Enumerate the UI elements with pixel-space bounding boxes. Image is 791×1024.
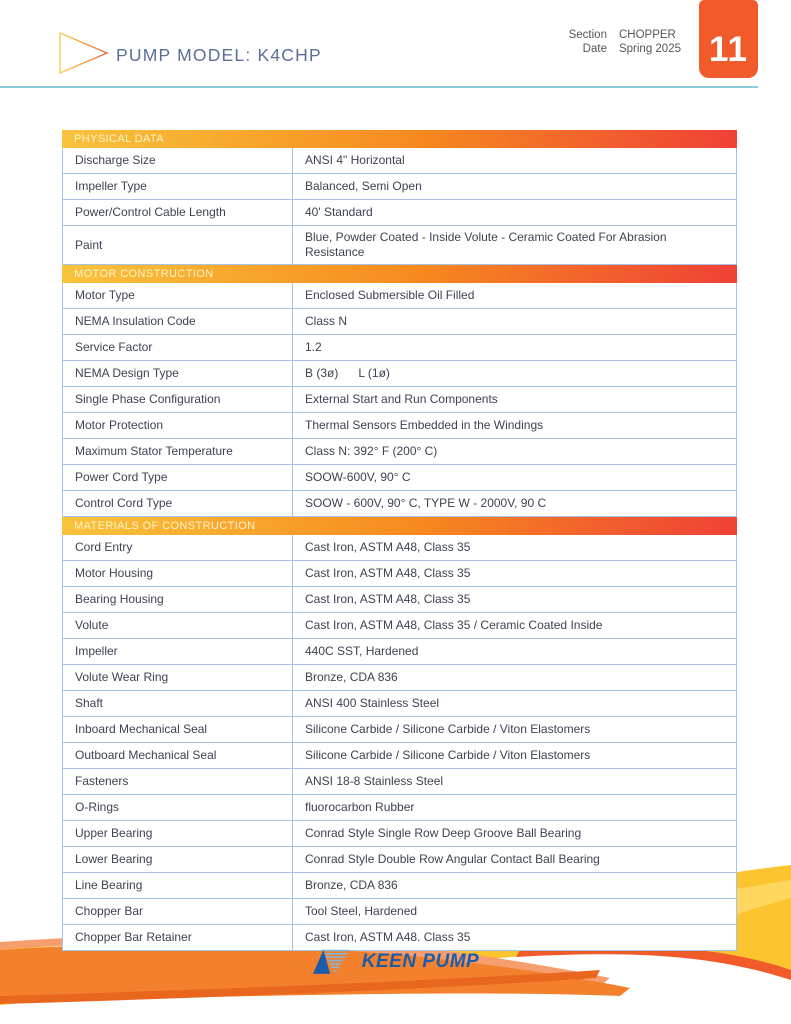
row-label: Paint: [63, 226, 293, 264]
table-row: [62, 439, 737, 465]
keen-pump-logo-icon: [312, 948, 354, 975]
spec-table: [62, 130, 737, 951]
row-value: Conrad Style Double Row Angular Contact Ball Bearing: [305, 852, 600, 866]
row-label: O-Rings: [63, 795, 293, 820]
row-label: Maximum Stator Temperature: [63, 439, 293, 464]
row-value: Blue, Powder Coated - Inside Volute - Ceramic Coated For Abrasion Resistance: [305, 230, 667, 259]
table-row: [62, 717, 737, 743]
row-value: Cast Iron, ASTM A48, Class 35 / Ceramic Coated Inside: [305, 618, 603, 632]
table-row: [62, 335, 737, 361]
row-label: Lower Bearing: [63, 847, 293, 872]
row-label: Chopper Bar Retainer: [63, 925, 293, 950]
row-value: SOOW-600V, 90° C: [305, 470, 411, 484]
table-row: [62, 899, 737, 925]
row-label: Shaft: [63, 691, 293, 716]
row-label: Motor Protection: [63, 413, 293, 438]
row-value: Bronze, CDA 836: [305, 670, 398, 684]
row-label: Volute: [63, 613, 293, 638]
row-value: Cast Iron, ASTM A48, Class 35: [305, 592, 471, 606]
row-value: B (3ø) L (1ø): [305, 366, 390, 380]
row-value: 440C SST, Hardened: [305, 644, 419, 658]
table-row: [62, 795, 737, 821]
row-label: Chopper Bar: [63, 899, 293, 924]
section-header: MATERIALS OF CONSTRUCTION: [62, 517, 737, 535]
row-label: Impeller Type: [63, 174, 293, 199]
table-row: [62, 873, 737, 899]
date-label: Date: [582, 43, 607, 55]
row-label: Outboard Mechanical Seal: [63, 743, 293, 768]
table-row: [62, 535, 737, 561]
row-value: Class N: [305, 314, 348, 328]
row-label: Line Bearing: [63, 873, 293, 898]
section-label: Section: [568, 29, 607, 41]
row-label: Upper Bearing: [63, 821, 293, 846]
table-row: [62, 743, 737, 769]
row-label: Inboard Mechanical Seal: [63, 717, 293, 742]
row-label: Motor Housing: [63, 561, 293, 586]
row-value: Enclosed Submersible Oil Filled: [305, 288, 475, 302]
table-row: [62, 613, 737, 639]
striped-triangle-logo-icon: [57, 29, 111, 77]
table-row: [62, 587, 737, 613]
header-meta: [569, 29, 681, 55]
brand-wordmark: KEEN PUMP: [361, 950, 480, 972]
row-label: Control Cord Type: [63, 491, 293, 516]
row-label: Cord Entry: [63, 535, 293, 560]
row-label: Impeller: [63, 639, 293, 664]
row-value: External Start and Run Components: [305, 392, 498, 406]
row-value: Conrad Style Single Row Deep Groove Ball Bearing: [305, 826, 582, 840]
row-value: Cast Iron, ASTM A48, Class 35: [305, 566, 471, 580]
row-value: 1.2: [305, 340, 322, 354]
row-value: ANSI 4" Horizontal: [305, 153, 405, 167]
row-value: ANSI 400 Stainless Steel: [305, 696, 440, 710]
row-label: Single Phase Configuration: [63, 387, 293, 412]
page-title: PUMP MODEL: K4CHP: [116, 45, 322, 65]
table-row: [62, 691, 737, 717]
table-row: [62, 665, 737, 691]
row-label: NEMA Insulation Code: [63, 309, 293, 334]
row-value: Class N: 392° F (200° C): [305, 444, 438, 458]
row-value: Silicone Carbide / Silicone Carbide / Viton Elastomers: [305, 748, 591, 762]
header-divider: [0, 86, 758, 88]
table-row: [62, 200, 737, 226]
table-row: [62, 174, 737, 200]
table-row: [62, 821, 737, 847]
page-number: 11: [709, 30, 748, 69]
row-value: Bronze, CDA 836: [305, 878, 398, 892]
row-label: Power/Control Cable Length: [63, 200, 293, 225]
table-row: [62, 561, 737, 587]
row-label: Bearing Housing: [63, 587, 293, 612]
date-value: Spring 2025: [618, 43, 681, 55]
row-value: Balanced, Semi Open: [305, 179, 422, 193]
table-row: [62, 226, 737, 265]
footer-brand: [0, 948, 791, 975]
row-value: SOOW - 600V, 90° C, TYPE W - 2000V, 90 C: [305, 496, 547, 510]
row-label: Power Cord Type: [63, 465, 293, 490]
row-label: Service Factor: [63, 335, 293, 360]
row-label: NEMA Design Type: [63, 361, 293, 386]
table-row: [62, 465, 737, 491]
page-number-tab: [699, 0, 758, 78]
section-value: CHOPPER: [618, 29, 676, 41]
row-value: Silicone Carbide / Silicone Carbide / Viton Elastomers: [305, 722, 591, 736]
row-label: Discharge Size: [63, 148, 293, 173]
table-row: [62, 361, 737, 387]
row-label: Volute Wear Ring: [63, 665, 293, 690]
table-row: [62, 639, 737, 665]
row-value: Cast Iron, ASTM A48, Class 35: [305, 540, 471, 554]
table-row: [62, 491, 737, 517]
row-value: 40' Standard: [305, 205, 373, 219]
table-row: [62, 309, 737, 335]
table-row: [62, 769, 737, 795]
section-header: PHYSICAL DATA: [62, 130, 737, 148]
row-value: fluorocarbon Rubber: [305, 800, 415, 814]
table-row: [62, 847, 737, 873]
row-value: ANSI 18-8 Stainless Steel: [305, 774, 444, 788]
row-label: Fasteners: [63, 769, 293, 794]
table-row: [62, 283, 737, 309]
section-header: MOTOR CONSTRUCTION: [62, 265, 737, 283]
table-row: [62, 413, 737, 439]
row-value: Cast Iron, ASTM A48. Class 35: [305, 930, 471, 944]
row-value: Tool Steel, Hardened: [305, 904, 418, 918]
row-value: Thermal Sensors Embedded in the Windings: [305, 418, 544, 432]
row-label: Motor Type: [63, 283, 293, 308]
table-row: [62, 387, 737, 413]
table-row: [62, 148, 737, 174]
